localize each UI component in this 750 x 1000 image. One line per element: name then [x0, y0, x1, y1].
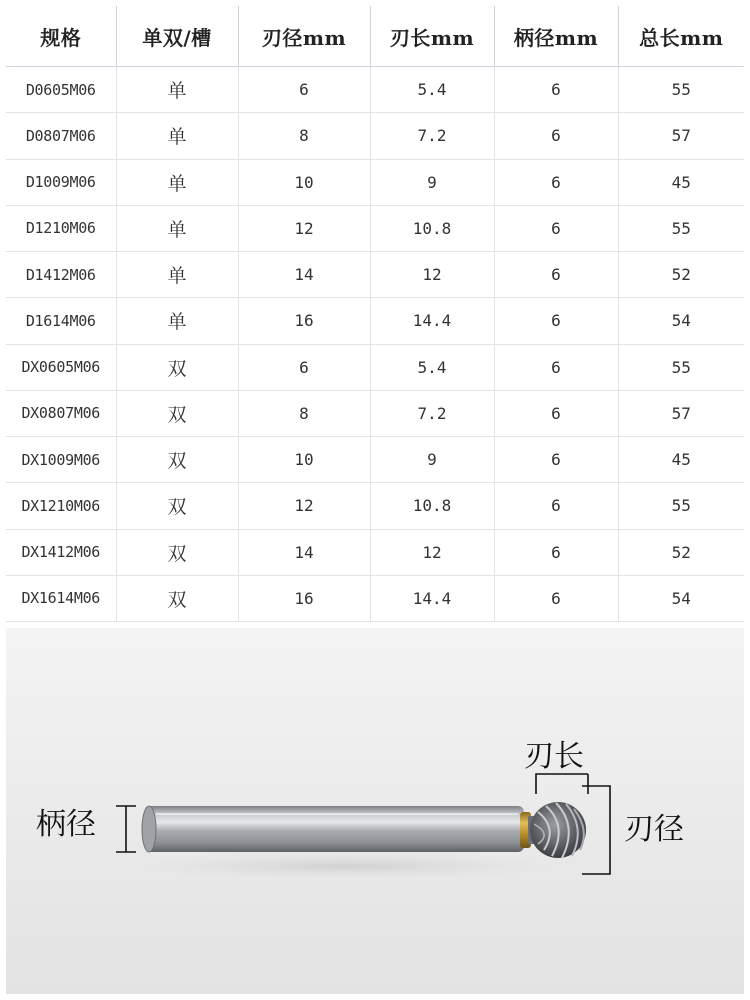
blade-diameter-cell: 10	[238, 437, 370, 483]
flute-cell: 单	[116, 67, 238, 113]
total-length-cell: 55	[618, 67, 744, 113]
blade-length-label: 刃长	[524, 739, 584, 774]
spec-cell: DX1009M06	[6, 437, 116, 483]
tool-shadow	[126, 852, 566, 880]
flute-cell: 单	[116, 113, 238, 159]
total-length-cell: 52	[618, 529, 744, 575]
shank	[142, 806, 524, 852]
header-flute: 单双/槽	[116, 6, 238, 67]
blade-diameter-cell: 6	[238, 67, 370, 113]
flute-cell: 双	[116, 575, 238, 621]
total-length-cell: 55	[618, 205, 744, 251]
flute-cell: 单	[116, 205, 238, 251]
blade-diameter-cell: 12	[238, 483, 370, 529]
blade-diameter-cell: 14	[238, 252, 370, 298]
blade-length-cell: 12	[370, 529, 494, 575]
table-row	[6, 205, 744, 251]
table-row	[6, 344, 744, 390]
blade-diameter-label: 刃径	[624, 812, 684, 847]
spec-table	[6, 6, 744, 622]
blade-diameter-cell: 14	[238, 529, 370, 575]
header-spec: 规格	[6, 6, 116, 67]
ball-burr-head	[530, 802, 586, 858]
spec-cell: DX0605M06	[6, 344, 116, 390]
shank-diameter-cell: 6	[494, 529, 618, 575]
blade-length-cell: 9	[370, 437, 494, 483]
header-row	[6, 6, 744, 67]
shank-diameter-cell: 6	[494, 390, 618, 436]
header-blade-length: 刃长mm	[370, 6, 494, 67]
product-photo	[6, 628, 744, 994]
shank-diameter-cell: 6	[494, 344, 618, 390]
spec-cell: DX0807M06	[6, 390, 116, 436]
total-length-cell: 57	[618, 390, 744, 436]
blade-diameter-cell: 6	[238, 344, 370, 390]
total-length-cell: 52	[618, 252, 744, 298]
shank-diameter-cell: 6	[494, 437, 618, 483]
shank-diameter-cell: 6	[494, 113, 618, 159]
spec-cell: D1210M06	[6, 205, 116, 251]
blade-length-cell: 10.8	[370, 205, 494, 251]
burr-tool-image	[6, 628, 744, 994]
flute-cell: 单	[116, 159, 238, 205]
blade-length-cell: 7.2	[370, 390, 494, 436]
header-shank-diameter: 柄径mm	[494, 6, 618, 67]
shank-diameter-cell: 6	[494, 159, 618, 205]
spec-cell: D1614M06	[6, 298, 116, 344]
blade-length-cell: 14.4	[370, 298, 494, 344]
blade-diameter-cell: 12	[238, 205, 370, 251]
shank-diameter-cell: 6	[494, 205, 618, 251]
total-length-cell: 55	[618, 344, 744, 390]
flute-cell: 双	[116, 390, 238, 436]
spec-cell: D0807M06	[6, 113, 116, 159]
total-length-cell: 54	[618, 298, 744, 344]
table-row	[6, 252, 744, 298]
shank-diameter-cell: 6	[494, 67, 618, 113]
blade-length-cell: 14.4	[370, 575, 494, 621]
blade-length-cell: 7.2	[370, 113, 494, 159]
flute-cell: 双	[116, 483, 238, 529]
flute-cell: 双	[116, 529, 238, 575]
spec-cell: D1009M06	[6, 159, 116, 205]
total-length-cell: 45	[618, 437, 744, 483]
blade-length-cell: 9	[370, 159, 494, 205]
table-row	[6, 575, 744, 621]
table-row	[6, 483, 744, 529]
table-row	[6, 298, 744, 344]
flute-cell: 双	[116, 344, 238, 390]
blade-diameter-cell: 16	[238, 575, 370, 621]
shank-diameter-cell: 6	[494, 483, 618, 529]
blade-length-cell: 10.8	[370, 483, 494, 529]
table-row	[6, 390, 744, 436]
shank-diameter-cell: 6	[494, 252, 618, 298]
blade-length-cell: 12	[370, 252, 494, 298]
shank-diameter-cell: 6	[494, 298, 618, 344]
total-length-cell: 54	[618, 575, 744, 621]
table-body	[6, 67, 744, 622]
spec-cell: DX1210M06	[6, 483, 116, 529]
blade-diameter-cell: 8	[238, 390, 370, 436]
total-length-cell: 55	[618, 483, 744, 529]
table-row	[6, 437, 744, 483]
spec-cell: D1412M06	[6, 252, 116, 298]
flute-cell: 双	[116, 437, 238, 483]
table-row	[6, 113, 744, 159]
flute-cell: 单	[116, 298, 238, 344]
header-blade-diameter: 刃径mm	[238, 6, 370, 67]
blade-length-cell: 5.4	[370, 67, 494, 113]
blade-diameter-cell: 8	[238, 113, 370, 159]
shank-diameter-label: 柄径	[36, 807, 96, 842]
table-row	[6, 67, 744, 113]
shank-diameter-cell: 6	[494, 575, 618, 621]
flute-cell: 单	[116, 252, 238, 298]
spec-cell: DX1614M06	[6, 575, 116, 621]
total-length-cell: 45	[618, 159, 744, 205]
spec-cell: D0605M06	[6, 67, 116, 113]
blade-length-cell: 5.4	[370, 344, 494, 390]
blade-diameter-cell: 10	[238, 159, 370, 205]
table-row	[6, 159, 744, 205]
spec-cell: DX1412M06	[6, 529, 116, 575]
blade-diameter-cell: 16	[238, 298, 370, 344]
total-length-cell: 57	[618, 113, 744, 159]
header-total-length: 总长mm	[618, 6, 744, 67]
table-row	[6, 529, 744, 575]
